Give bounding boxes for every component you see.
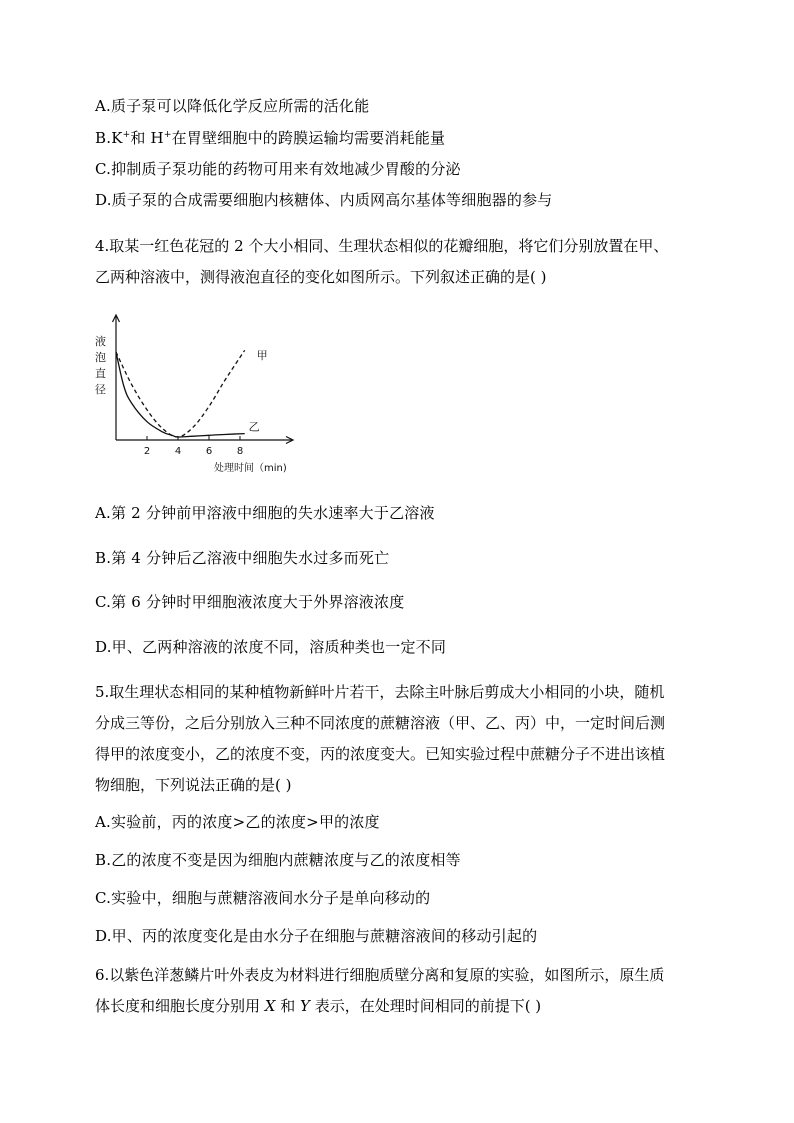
- q6-stem-line1: 6.以紫色洋葱鳞片叶外表皮为材料进行细胞质壁分离和复原的实验，如图所示，原生质: [95, 966, 665, 984]
- q5-stem: [95, 677, 735, 801]
- y-axis-label-char: 泡: [95, 351, 106, 364]
- x-tick-label: 8: [236, 446, 244, 457]
- series-group: [116, 349, 268, 437]
- q4-stem-line1: 4.取某一红色花冠的 2 个大小相同、生理状态相似的花瓣细胞，将它们分别放置在甲、: [95, 237, 669, 255]
- y-axis-label-char: 径: [95, 383, 106, 396]
- y-axis-label-char: 液: [95, 335, 106, 348]
- q4-option-d: D.甲、乙两种溶液的浓度不同，溶质种类也一定不同: [95, 638, 447, 656]
- q3-option-d: D.质子泵的合成需要细胞内核糖体、内质网高尔基体等细胞器的参与: [95, 191, 553, 209]
- q4-option-b: B.第 4 分钟后乙溶液中细胞失水过多而死亡: [95, 549, 390, 567]
- q5-option-a: A.实验前，丙的浓度>乙的浓度>甲的浓度: [95, 813, 380, 831]
- q3-option-c: C.抑制质子泵功能的药物可用来有效地减少胃酸的分泌: [95, 160, 461, 178]
- q5-option-b: B.乙的浓度不变是因为细胞内蔗糖浓度与乙的浓度相等: [95, 851, 461, 869]
- q3-b-sup1: +: [122, 130, 131, 140]
- q6-l2-a: 体长度和细胞长度分别用: [95, 997, 265, 1015]
- y-axis-label-char: 直: [95, 367, 106, 380]
- x-tick-label: 4: [174, 446, 182, 457]
- q3-option-b: [95, 128, 445, 148]
- x-axis-label: 处理时间（min): [214, 463, 287, 474]
- q3-option-a: A.质子泵可以降低化学反应所需的活化能: [95, 97, 370, 115]
- q5-option-c: C.实验中，细胞与蔗糖溶液间水分子是单向移动的: [95, 889, 431, 907]
- q3-b-part3: 在胃壁细胞中的跨膜运输均需要消耗能量: [171, 129, 446, 147]
- series-label-yi: 乙: [248, 420, 260, 434]
- q3-b-sup2: +: [163, 130, 172, 140]
- q4-stem: [95, 231, 735, 293]
- q5-stem-line3: 得甲的浓度变小，乙的浓度不变，丙的浓度变大。已知实验过程中蔗糖分子不进出该植: [95, 745, 666, 763]
- q5-stem-line2: 分成三等份，之后分别放入三种不同浓度的蔗糖溶液（甲、乙、丙）中，一定时间后测: [95, 714, 666, 732]
- q6-l2-c: 表示，在处理时间相同的前提下( ): [309, 997, 542, 1015]
- q3-b-part1: B.K: [95, 129, 123, 147]
- q4-option-c: C.第 6 分钟时甲细胞液浓度大于外界溶液浓度: [95, 593, 405, 611]
- q6-var-y: Y: [300, 997, 310, 1015]
- q6-var-x: X: [264, 997, 276, 1015]
- q6-stem-line2: [95, 991, 735, 1022]
- q5-option-d: D.甲、丙的浓度变化是由水分子在细胞与蔗糖溶液间的移动引起的: [95, 927, 538, 945]
- q5-stem-line4: 物细胞，下列说法正确的是( ): [95, 776, 292, 794]
- q6-l2-b: 和: [275, 997, 301, 1015]
- x-tick-label: 6: [205, 446, 213, 457]
- q6-stem: [95, 960, 735, 1022]
- q4-stem-line2: 乙两种溶液中，测得液泡直径的变化如图所示。下列叙述正确的是( ): [95, 268, 547, 286]
- series-line-jia: [116, 350, 245, 437]
- series-line-yi: [116, 352, 245, 437]
- y-axis-label: [95, 334, 106, 396]
- q5-stem-line1: 5.取生理状态相同的某种植物新鲜叶片若干，去除主叶脉后剪成大小相同的小块，随机: [95, 683, 665, 701]
- x-ticks: [144, 436, 243, 457]
- q3-b-part2: 和 H: [130, 129, 164, 147]
- q4-option-a: A.第 2 分钟前甲溶液中细胞的失水速率大于乙溶液: [95, 504, 435, 522]
- vacuole-diameter-chart: [92, 312, 312, 482]
- series-label-jia: 甲: [256, 349, 268, 362]
- x-tick-label: 2: [143, 446, 151, 457]
